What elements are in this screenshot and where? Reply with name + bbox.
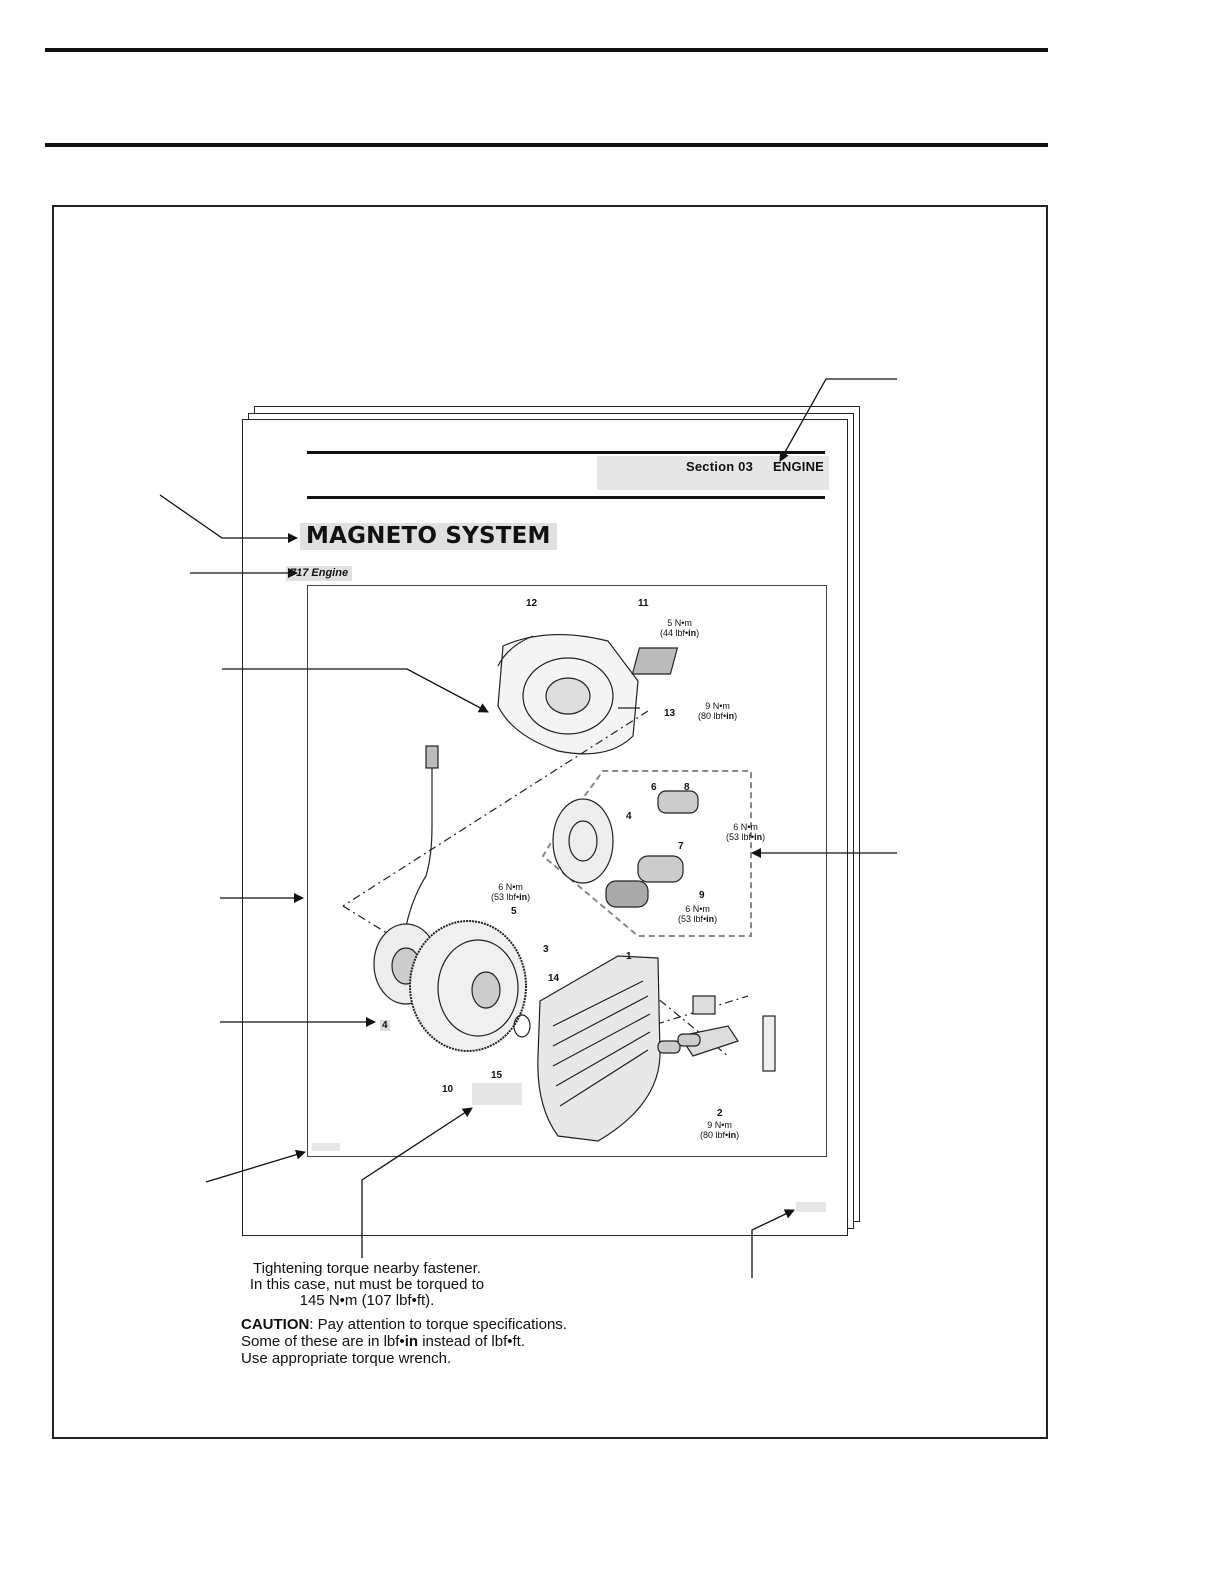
torque-spec-1-imperial: (44 lbf•in) [660,628,700,638]
callout-10: 10 [442,1084,454,1095]
callout-4: 4 [382,1020,388,1031]
callout-3: 3 [543,944,549,955]
callout-13: 13 [664,708,676,719]
torque-spec-2-imperial: (80 lbf•in) [698,711,738,721]
torque-spec-4-imperial: (53 lbf•in) [491,892,531,902]
torque-spec-3-imperial: (53 lbf•in) [726,832,766,842]
torque-spec-4-metric: 6 N•m [498,882,523,892]
callout-12: 12 [526,598,538,609]
torque-spec-5-metric: 6 N•m [685,904,710,914]
caution-text-1: : Pay attention to torque specifications. [309,1316,567,1333]
callout-11: 11 [638,598,649,609]
callout-14: 14 [548,973,560,984]
torque-spec-2-metric: 9 N•m [705,701,730,711]
callout-6: 6 [651,782,657,793]
caution-line-1 [241,1316,567,1333]
annotation-line-3: 145 N•m (107 lbf•ft). [299,1292,435,1309]
caution-note [241,1316,567,1367]
torque-spec-5-imperial: (53 lbf•in) [678,914,718,924]
callout-8: 8 [684,782,690,793]
callout-1: 1 [626,951,632,962]
torque-annotation [232,1261,502,1309]
callout-4-sub: 4 [626,811,632,822]
callout-5: 5 [511,906,517,917]
torque-spec-6-metric: 9 N•m [707,1120,732,1130]
engine-label: ENGINE [773,459,825,474]
caution-label: CAUTION [241,1316,310,1333]
torque-spec-1-metric: 5 N•m [667,618,692,628]
torque-spec-6-imperial: (80 lbf•in) [700,1130,740,1140]
callout-15: 15 [491,1070,503,1081]
page-title: MAGNETO SYSTEM [300,523,557,550]
caution-line-3: Use appropriate torque wrench. [241,1350,452,1367]
caution-line-2: Some of these are in lbf•in instead of lbf•ft. [241,1333,526,1350]
callout-7: 7 [678,841,684,852]
callout-9: 9 [699,890,705,901]
torque-spec-3-metric: 6 N•m [733,822,758,832]
annotation-line-1: Tightening torque nearby fastener. [253,1260,481,1277]
callout-2: 2 [717,1108,723,1119]
annotation-line-2: In this case, nut must be torqued to [249,1276,485,1293]
section-label: Section 03 [686,459,754,474]
page-subtitle: 717 Engine [286,566,352,581]
